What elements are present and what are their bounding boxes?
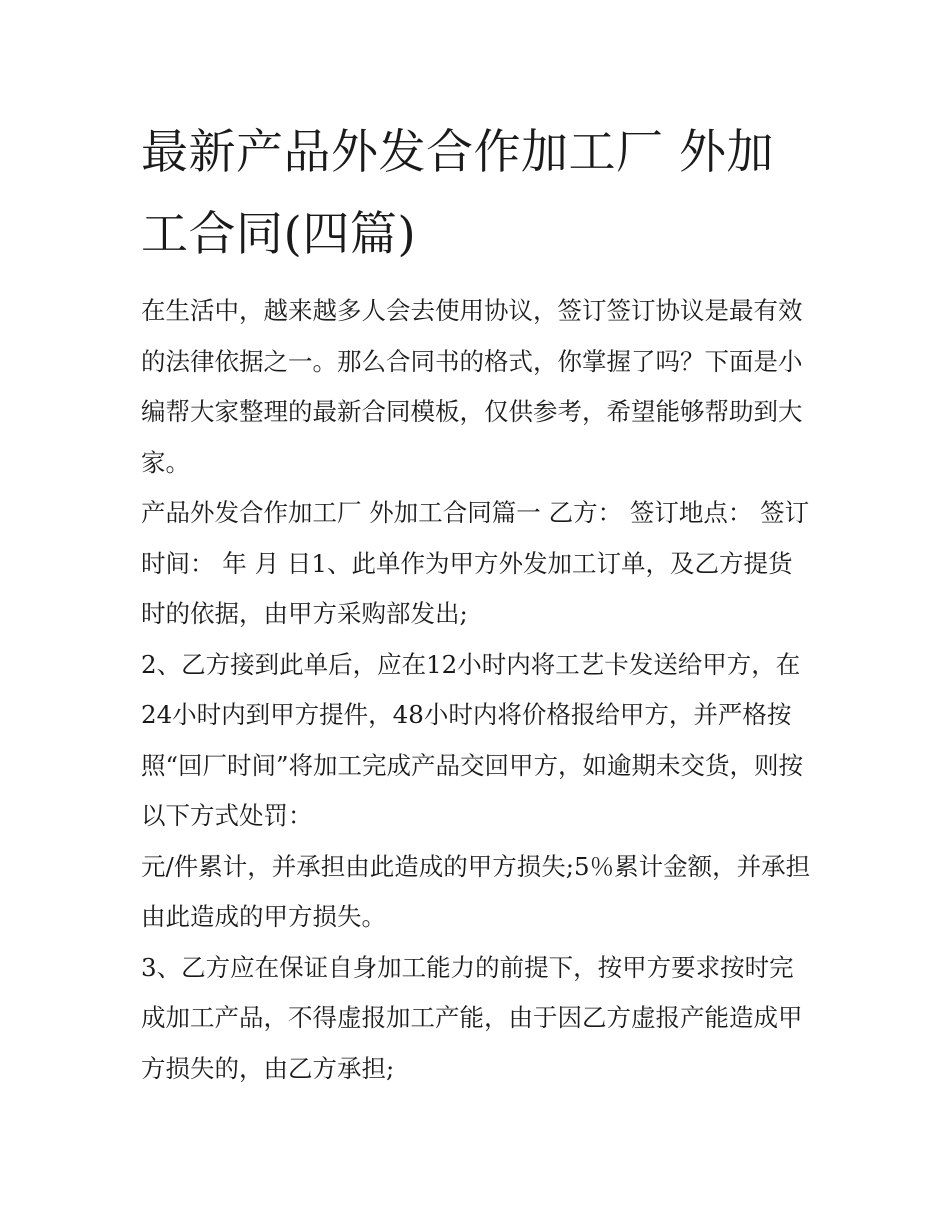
intro-paragraph: 在生活中，越来越多人会去使用协议，签订签订协议是最有效的法律依据之一。那么合同书的格式，你掌握了吗？下面是小编帮大家整理的最新合同模板，仅供参考，希望能够帮助到大家。 [141,296,803,477]
contract-paragraph-1: 产品外发合作加工厂 外加工合同篇一 乙方： 签订地点： 签订时间： 年 月 日1、此单作为甲方外发加工订单，及乙方提货时的依据，由甲方采购部发出; [141,498,810,628]
document-title: 最新产品外发合作加工厂 外加工合同(四篇) [141,125,774,262]
contract-paragraph-4: 3、乙方应在保证自身加工能力的前提下，按甲方要求按时完成加工产品，不得虚报加工产能，由于因乙方虚报产能造成甲方损失的，由乙方承担; [141,952,803,1083]
contract-paragraph-2: 2、乙方接到此单后，应在12小时内将工艺卡发送给甲方，在24小时内到甲方提件，48小时内将价格报给甲方，并严格按照“回厂时间”将加工完成产品交回甲方，如逾期未交货，则按以下方式处罚： [141,649,804,830]
document-body [141,112,813,1094]
contract-paragraph-3: 元/件累计，并承担由此造成的甲方损失;5％累计金额，并承担由此造成的甲方损失。 [141,851,811,931]
